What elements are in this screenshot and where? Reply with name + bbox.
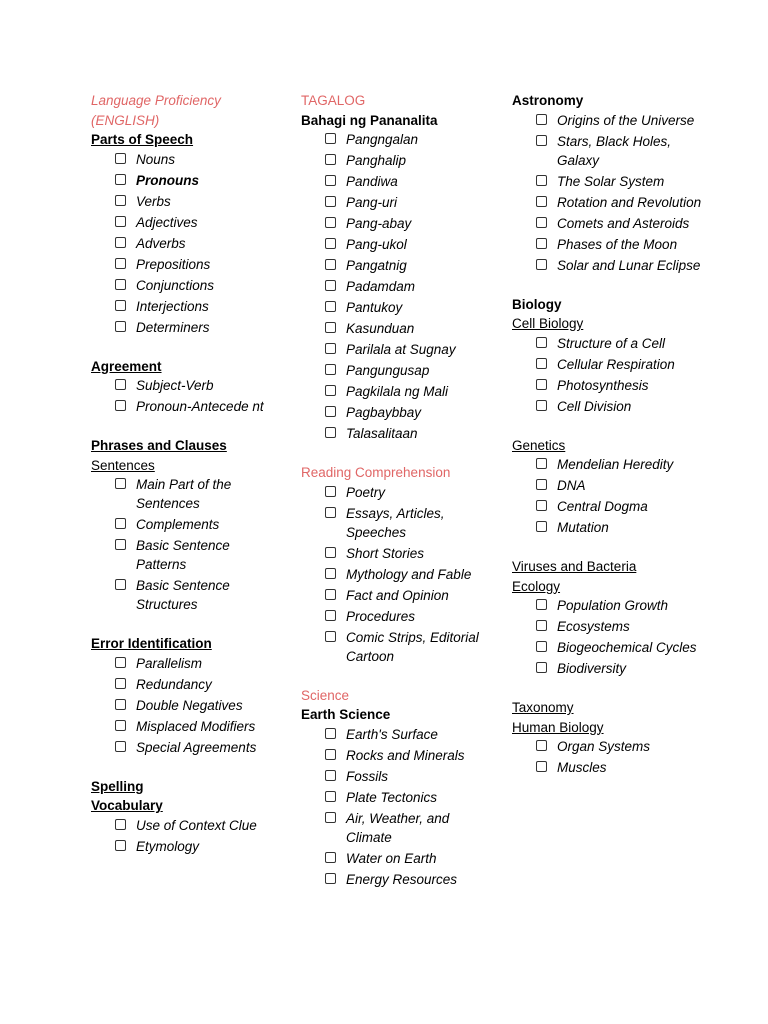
checklist-item (512, 256, 712, 275)
checklist-item-label: Subject-Verb (136, 378, 214, 393)
checkbox[interactable] (536, 521, 547, 532)
checklist-item (91, 717, 271, 736)
checkbox[interactable] (325, 770, 336, 781)
checklist-item (91, 475, 271, 513)
checklist-item-label: Essays, Articles, Speeches (346, 505, 445, 540)
checkbox[interactable] (325, 749, 336, 760)
human-biology-list (512, 737, 712, 777)
checklist-item (91, 171, 271, 190)
parts-of-speech-list (91, 150, 271, 337)
checkbox[interactable] (115, 518, 126, 529)
human-biology-heading: Human Biology (512, 719, 604, 735)
checkbox[interactable] (325, 791, 336, 802)
checklist-item (301, 361, 491, 380)
checklist-item-label: Pang-uri (346, 195, 398, 210)
checkbox[interactable] (325, 873, 336, 884)
checkbox[interactable] (115, 478, 126, 489)
vocabulary-list (91, 816, 271, 856)
phrases-clauses-heading: Phrases and Clauses (91, 438, 227, 453)
checklist-item (512, 596, 712, 615)
checklist-item (91, 150, 271, 169)
checklist-item-label: Verbs (136, 193, 171, 209)
vocabulary-heading: Vocabulary (91, 798, 163, 813)
checkbox[interactable] (536, 114, 547, 125)
checklist-item (301, 607, 491, 626)
checklist-item-label: Pagkilala ng Mali (346, 384, 449, 399)
sentences-list (91, 475, 271, 614)
checklist-item-label: Photosynthesis (557, 377, 649, 393)
checkbox[interactable] (325, 154, 336, 165)
checkbox[interactable] (115, 579, 126, 590)
checklist-item (512, 132, 712, 170)
checklist-item-label: Rotation and Revolution (557, 194, 702, 210)
checkbox[interactable] (325, 280, 336, 291)
checklist-item-label: Padamdam (346, 279, 416, 294)
checklist-item-label: Conjunctions (136, 277, 215, 293)
checklist-item (91, 816, 271, 835)
checklist-item-label: Parallelism (136, 655, 203, 671)
checklist-item-label: Comets and Asteroids (557, 215, 690, 231)
column-science (512, 91, 712, 779)
checkbox[interactable] (115, 300, 126, 311)
checklist-item-label: Fossils (346, 768, 389, 784)
checkbox[interactable] (325, 568, 336, 579)
checklist-item-label: Panghalip (346, 153, 407, 168)
checklist-item (91, 738, 271, 757)
checklist-item-label: Pantukoy (346, 300, 403, 315)
checklist-item-label: Main Part of the Sentences (136, 477, 232, 511)
checklist-item-label: Etymology (136, 838, 200, 854)
checklist-item-label: Pagbaybbay (346, 405, 422, 420)
spelling-heading: Spelling (91, 778, 144, 794)
checklist-item (512, 334, 712, 353)
checklist-item (301, 849, 491, 868)
checklist-item (301, 767, 491, 786)
checklist-item (301, 235, 491, 254)
checkbox[interactable] (536, 175, 547, 186)
checkbox[interactable] (536, 458, 547, 469)
checkbox[interactable] (115, 237, 126, 248)
checklist-item-label: Plate Tectonics (346, 789, 438, 805)
checkbox[interactable] (325, 217, 336, 228)
checkbox[interactable] (325, 175, 336, 186)
viruses-bacteria-heading: Viruses and Bacteria (512, 559, 637, 574)
checklist-item (301, 193, 491, 212)
parts-of-speech-heading: Parts of Speech (91, 132, 194, 147)
checklist-item-label: Fact and Opinion (346, 587, 449, 603)
checkbox[interactable] (325, 610, 336, 621)
ecology-list (512, 596, 712, 678)
checkbox[interactable] (115, 321, 126, 332)
checklist-item (301, 214, 491, 233)
checkbox[interactable] (325, 812, 336, 823)
checklist-item-label: Pangngalan (346, 132, 419, 147)
checkbox[interactable] (115, 216, 126, 227)
checklist-item (301, 483, 491, 502)
tagalog-title: TAGALOG (301, 93, 366, 108)
science-title: Science (301, 687, 350, 703)
checklist-item-label: Structure of a Cell (557, 335, 666, 351)
checklist-item (301, 256, 491, 275)
checklist-item-label: Population Growth (557, 598, 669, 613)
checklist-item (301, 319, 491, 338)
checklist-item (301, 870, 491, 889)
checklist-item (301, 172, 491, 191)
checklist-item (301, 725, 491, 744)
checkbox[interactable] (536, 761, 547, 772)
checklist-item-label: Double Negatives (136, 697, 243, 713)
checklist-item-label: Air, Weather, and Climate (346, 810, 450, 845)
earth-science-heading: Earth Science (301, 707, 391, 722)
checklist-item (91, 276, 271, 295)
checklist-item (301, 403, 491, 422)
checklist-item-label: Cellular Respiration (557, 356, 675, 372)
cell-biology-heading: Cell Biology (512, 316, 584, 331)
checklist-item-label: Adverbs (136, 235, 186, 251)
checkbox[interactable] (536, 337, 547, 348)
checklist-item-label: Organ Systems (557, 739, 651, 754)
checklist-item (91, 213, 271, 232)
checklist-item (91, 654, 271, 673)
checkbox[interactable] (115, 657, 126, 668)
checkbox[interactable] (536, 135, 547, 146)
checklist-item (301, 544, 491, 563)
checkbox[interactable] (325, 486, 336, 497)
reading-list (301, 483, 491, 666)
checklist-item (512, 659, 712, 678)
checklist-item-label: Procedures (346, 608, 416, 624)
checkbox[interactable] (536, 379, 547, 390)
checklist-item (301, 809, 491, 847)
genetics-list (512, 455, 712, 537)
checklist-item (91, 837, 271, 856)
checkbox[interactable] (536, 259, 547, 270)
checklist-item-label: Origins of the Universe (557, 112, 695, 128)
column-tagalog (301, 91, 491, 891)
checklist-item-label: Pronouns (136, 172, 199, 188)
checklist-item (512, 737, 712, 756)
checklist-item (91, 255, 271, 274)
astronomy-heading: Astronomy (512, 93, 584, 108)
error-identification-heading: Error Identification (91, 636, 212, 651)
checklist-item (512, 758, 712, 777)
astronomy-list (512, 111, 712, 275)
checkbox[interactable] (115, 678, 126, 689)
checklist-item-label: Basic Sentence Patterns (136, 538, 230, 572)
bahagi-heading: Bahagi ng Pananalita (301, 112, 438, 128)
agreement-list (91, 376, 271, 416)
column-english (91, 91, 271, 858)
checklist-item (512, 638, 712, 657)
checkbox[interactable] (325, 238, 336, 249)
checkbox[interactable] (536, 599, 547, 610)
checklist-item-label: Kasunduan (346, 321, 415, 336)
checklist-item-label: Redundancy (136, 676, 212, 692)
checklist-item (512, 235, 712, 254)
checklist-item (301, 586, 491, 605)
checklist-item-label: Interjections (136, 298, 209, 314)
checklist-item (512, 497, 712, 516)
checklist-item-label: Rocks and Minerals (346, 747, 465, 763)
checklist-item (512, 376, 712, 395)
checklist-item (91, 397, 271, 416)
checkbox[interactable] (115, 195, 126, 206)
checklist-item-label: Basic Sentence Structures (136, 578, 230, 612)
checkbox[interactable] (536, 400, 547, 411)
checkbox[interactable] (115, 539, 126, 550)
ecology-heading: Ecology (512, 578, 561, 594)
checklist-item-label: Central Dogma (557, 499, 648, 514)
checkbox[interactable] (325, 301, 336, 312)
checklist-item (91, 234, 271, 253)
checklist-item (301, 424, 491, 443)
checklist-item (512, 617, 712, 636)
checklist-item (301, 628, 491, 666)
checkbox[interactable] (115, 258, 126, 269)
checklist-item-label: Use of Context Clue (136, 817, 257, 833)
checklist-item (91, 376, 271, 395)
checklist-item (301, 298, 491, 317)
genetics-heading: Genetics (512, 437, 566, 453)
checklist-item (301, 277, 491, 296)
checkbox[interactable] (536, 196, 547, 207)
checklist-item-label: Comic Strips, Editorial Cartoon (346, 629, 479, 664)
checklist-item-label: Energy Resources (346, 871, 458, 887)
checklist-item-label: Pangungusap (346, 363, 430, 378)
english-title: Language Proficiency (ENGLISH) (91, 93, 221, 128)
checklist-item (512, 476, 712, 495)
checklist-item-label: Mendelian Heredity (557, 457, 674, 472)
checklist-item-label: Water on Earth (346, 850, 437, 866)
checkbox[interactable] (325, 343, 336, 354)
checklist-item-label: Special Agreements (136, 739, 257, 755)
taxonomy-heading: Taxonomy (512, 700, 574, 715)
checkbox[interactable] (325, 728, 336, 739)
checklist-item-label: Prepositions (136, 256, 211, 272)
checklist-item (301, 382, 491, 401)
checklist-item-label: Misplaced Modifiers (136, 718, 256, 734)
checklist-item (301, 565, 491, 584)
checkbox[interactable] (115, 741, 126, 752)
checklist-item (512, 193, 712, 212)
checkbox[interactable] (115, 699, 126, 710)
checklist-item-label: Adjectives (136, 214, 198, 230)
checkbox[interactable] (115, 279, 126, 290)
error-identification-list (91, 654, 271, 757)
checkbox[interactable] (115, 840, 126, 851)
checkbox[interactable] (115, 819, 126, 830)
checklist-item-label: Phases of the Moon (557, 236, 678, 252)
cell-biology-list (512, 334, 712, 416)
checklist-item-label: Talasalitaan (346, 426, 418, 441)
checkbox[interactable] (115, 379, 126, 390)
checkbox[interactable] (325, 631, 336, 642)
checklist-item-label: The Solar System (557, 173, 665, 189)
checkbox[interactable] (115, 174, 126, 185)
checklist-item-label: Cell Division (557, 398, 632, 414)
biology-heading: Biology (512, 296, 562, 312)
checklist-item (91, 515, 271, 534)
checklist-item-label: Earth's Surface (346, 726, 438, 742)
checklist-item-label: Nouns (136, 151, 176, 167)
bahagi-list (301, 130, 491, 443)
checklist-item-label: Stars, Black Holes, Galaxy (557, 133, 672, 168)
checkbox[interactable] (536, 358, 547, 369)
checklist-item (301, 788, 491, 807)
checklist-item (91, 696, 271, 715)
checkbox[interactable] (325, 507, 336, 518)
checkbox[interactable] (325, 364, 336, 375)
checklist-item (512, 455, 712, 474)
checkbox[interactable] (325, 427, 336, 438)
checklist-item-label: Pandiwa (346, 174, 398, 189)
checklist-item-label: Determiners (136, 319, 210, 335)
checkbox[interactable] (325, 589, 336, 600)
checklist-item (512, 172, 712, 191)
checkbox[interactable] (536, 479, 547, 490)
checklist-item-label: Poetry (346, 484, 386, 500)
checkbox[interactable] (536, 238, 547, 249)
checklist-item (512, 518, 712, 537)
checkbox[interactable] (536, 620, 547, 631)
checklist-item-label: Pang-ukol (346, 237, 407, 252)
checklist-item-label: Parilala at Sugnay (346, 342, 456, 357)
checklist-item (91, 536, 271, 574)
checklist-item (301, 340, 491, 359)
checklist-item (301, 130, 491, 149)
checklist-item (301, 504, 491, 542)
checklist-item (512, 111, 712, 130)
checklist-item (91, 297, 271, 316)
checkbox[interactable] (325, 322, 336, 333)
checkbox[interactable] (325, 385, 336, 396)
checklist-item-label: Pangatnig (346, 258, 407, 273)
reading-comprehension-title: Reading Comprehension (301, 465, 451, 480)
checklist-item (512, 214, 712, 233)
checklist-item (301, 151, 491, 170)
earth-science-list (301, 725, 491, 889)
checklist-item-label: Pang-abay (346, 216, 412, 231)
checklist-item (301, 746, 491, 765)
checkbox[interactable] (536, 500, 547, 511)
checklist-item-label: DNA (557, 478, 586, 493)
checkbox[interactable] (115, 720, 126, 731)
checklist-item-label: Solar and Lunar Eclipse (557, 257, 701, 273)
checkbox[interactable] (325, 259, 336, 270)
checkbox[interactable] (536, 641, 547, 652)
checklist-item-label: Biogeochemical Cycles (557, 640, 697, 655)
checkbox[interactable] (536, 740, 547, 751)
checkbox[interactable] (115, 400, 126, 411)
checkbox[interactable] (325, 133, 336, 144)
checkbox[interactable] (536, 217, 547, 228)
checklist-item-label: Mythology and Fable (346, 566, 472, 582)
checklist-item-label: Muscles (557, 760, 607, 775)
sentences-heading: Sentences (91, 457, 155, 473)
checklist-item-label: Short Stories (346, 545, 425, 561)
agreement-heading: Agreement (91, 358, 162, 374)
checklist-item (91, 192, 271, 211)
checklist-item (91, 675, 271, 694)
checklist-item-label: Biodiversity (557, 661, 627, 676)
checklist-item (512, 355, 712, 374)
checkbox[interactable] (115, 153, 126, 164)
checklist-item (91, 318, 271, 337)
checkbox[interactable] (536, 662, 547, 673)
checklist-item-label: Complements (136, 517, 220, 532)
checklist-item (91, 576, 271, 614)
checkbox[interactable] (325, 406, 336, 417)
checklist-item-label: Pronoun-Antecede nt (136, 399, 264, 414)
checklist-item-label: Ecosystems (557, 619, 630, 634)
checkbox[interactable] (325, 196, 336, 207)
checkbox[interactable] (325, 547, 336, 558)
checklist-item (512, 397, 712, 416)
checkbox[interactable] (325, 852, 336, 863)
checklist-item-label: Mutation (557, 520, 609, 535)
